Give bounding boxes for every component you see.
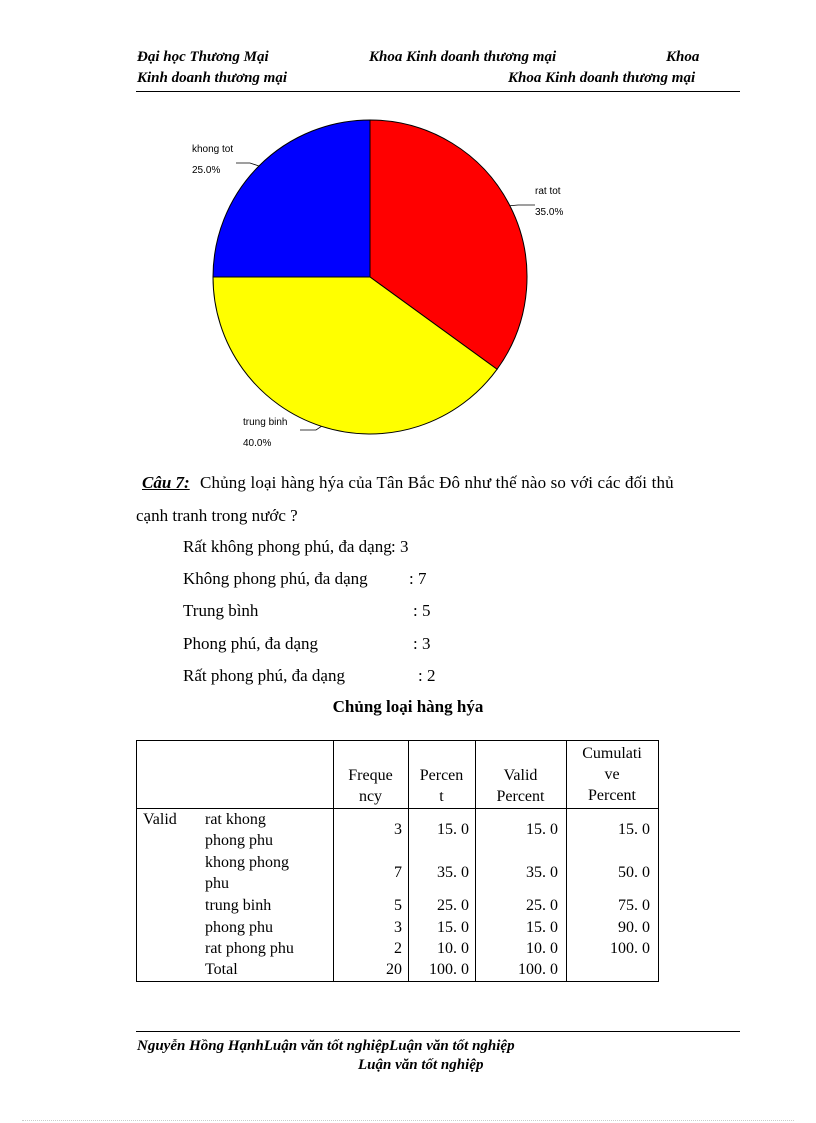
header-rule xyxy=(136,91,740,92)
option-item xyxy=(183,634,431,654)
footer-thesis: Luận văn tốt nghiệp xyxy=(358,1057,484,1073)
table-title: Chủng loại hàng hýa xyxy=(332,697,484,716)
table-cell-valid-percent: 15. 0 xyxy=(526,919,558,936)
table-cell-frequency: 3 xyxy=(394,821,402,838)
option-value: : 5 xyxy=(413,601,431,620)
table-cell-percent: 15. 0 xyxy=(437,821,469,838)
pie-label: khong tot xyxy=(192,144,234,155)
option-item xyxy=(183,537,409,557)
option-item xyxy=(183,569,427,589)
table-cell-frequency: 7 xyxy=(394,864,402,881)
table-cell-frequency: 5 xyxy=(394,897,402,914)
table-row-label: trung binh xyxy=(205,897,272,914)
col-header-valid-percent: Valid Percent xyxy=(496,767,545,805)
table-cell-cumulative: 90. 0 xyxy=(618,919,650,936)
pie-percent-label: 40.0% xyxy=(243,438,272,449)
table-cell-percent: 35. 0 xyxy=(437,864,469,881)
col-header-cumulative: Cumulati ve Percent xyxy=(582,745,642,804)
question xyxy=(142,473,674,493)
header-university: Đại học Thương Mại xyxy=(137,49,269,65)
table-cell-percent: 100. 0 xyxy=(429,961,469,978)
option-item xyxy=(183,601,431,621)
table-cell-cumulative: 75. 0 xyxy=(618,897,650,914)
question-label: Câu 7: xyxy=(142,473,190,492)
question-text: Chủng loại hàng hýa của Tân Bắc Đô như thế nào so với các đối thủ xyxy=(199,473,674,492)
pie-label: rat tot xyxy=(535,186,561,197)
option-label: Không phong phú, đa dạng xyxy=(183,569,368,588)
table-cell-percent: 15. 0 xyxy=(437,919,469,936)
footer-author: Nguyễn Hồng HạnhLuận văn tốt nghiệpLuận văn tốt nghiệp xyxy=(137,1038,515,1054)
page-edge xyxy=(22,1120,794,1121)
pie-percent-label: 35.0% xyxy=(535,207,564,218)
question-text-cont: cạnh tranh trong nước ? xyxy=(136,506,298,525)
option-label: Phong phú, đa dạng xyxy=(183,634,319,653)
table-row-label: Total xyxy=(205,961,238,978)
header-faculty-cont: Kinh doanh thương mại xyxy=(137,70,288,86)
col-header-frequency: Freque ncy xyxy=(348,767,393,805)
pie-leader-line xyxy=(236,163,259,166)
option-label: Rất không phong phú, đa dạng xyxy=(183,537,392,556)
pie-leader-line xyxy=(300,426,321,430)
table-cell-valid-percent: 25. 0 xyxy=(526,897,558,914)
col-header-percent: Percen t xyxy=(419,767,464,805)
header-faculty: Khoa Kinh doanh thương mại xyxy=(369,49,557,65)
header-faculty-right: Khoa Kinh doanh thương mại xyxy=(508,70,696,86)
table-cell-percent: 10. 0 xyxy=(437,940,469,957)
pie-chart xyxy=(180,115,580,455)
option-item xyxy=(183,666,436,686)
table-cell-valid-percent: 10. 0 xyxy=(526,940,558,957)
pie-leader-line xyxy=(510,205,535,206)
table-row-label: rat phong phu xyxy=(205,940,294,957)
table-cell-valid-percent: 100. 0 xyxy=(518,961,558,978)
option-value: : 2 xyxy=(418,666,436,685)
table-cell-cumulative: 15. 0 xyxy=(618,821,650,838)
table-cell-percent: 25. 0 xyxy=(437,897,469,914)
header-faculty-short: Khoa xyxy=(666,49,700,65)
footer-rule xyxy=(136,1031,740,1032)
table-cell-valid-percent: 15. 0 xyxy=(526,821,558,838)
pie-slice-khong-tot xyxy=(213,120,370,277)
pie-percent-label: 25.0% xyxy=(192,165,221,176)
group-label-valid: Valid xyxy=(143,811,177,828)
option-label: Rất phong phú, đa dạng xyxy=(183,666,345,685)
table-cell-cumulative: 100. 0 xyxy=(610,940,650,957)
table-row-label: rat khong phong phu xyxy=(205,811,273,849)
option-value: : 3 xyxy=(413,634,431,653)
table-row-label: khong phong phu xyxy=(205,854,289,892)
frequency-table xyxy=(136,740,659,982)
pie-label: trung binh xyxy=(243,417,288,428)
table-cell-frequency: 2 xyxy=(394,940,402,957)
table-cell-valid-percent: 35. 0 xyxy=(526,864,558,881)
option-value: : 3 xyxy=(391,537,409,556)
option-value: : 7 xyxy=(409,569,427,588)
table-cell-frequency: 20 xyxy=(386,961,402,978)
table-cell-cumulative: 50. 0 xyxy=(618,864,650,881)
table-cell-frequency: 3 xyxy=(394,919,402,936)
option-label: Trung bình xyxy=(183,601,259,620)
table-row-label: phong phu xyxy=(205,919,273,936)
